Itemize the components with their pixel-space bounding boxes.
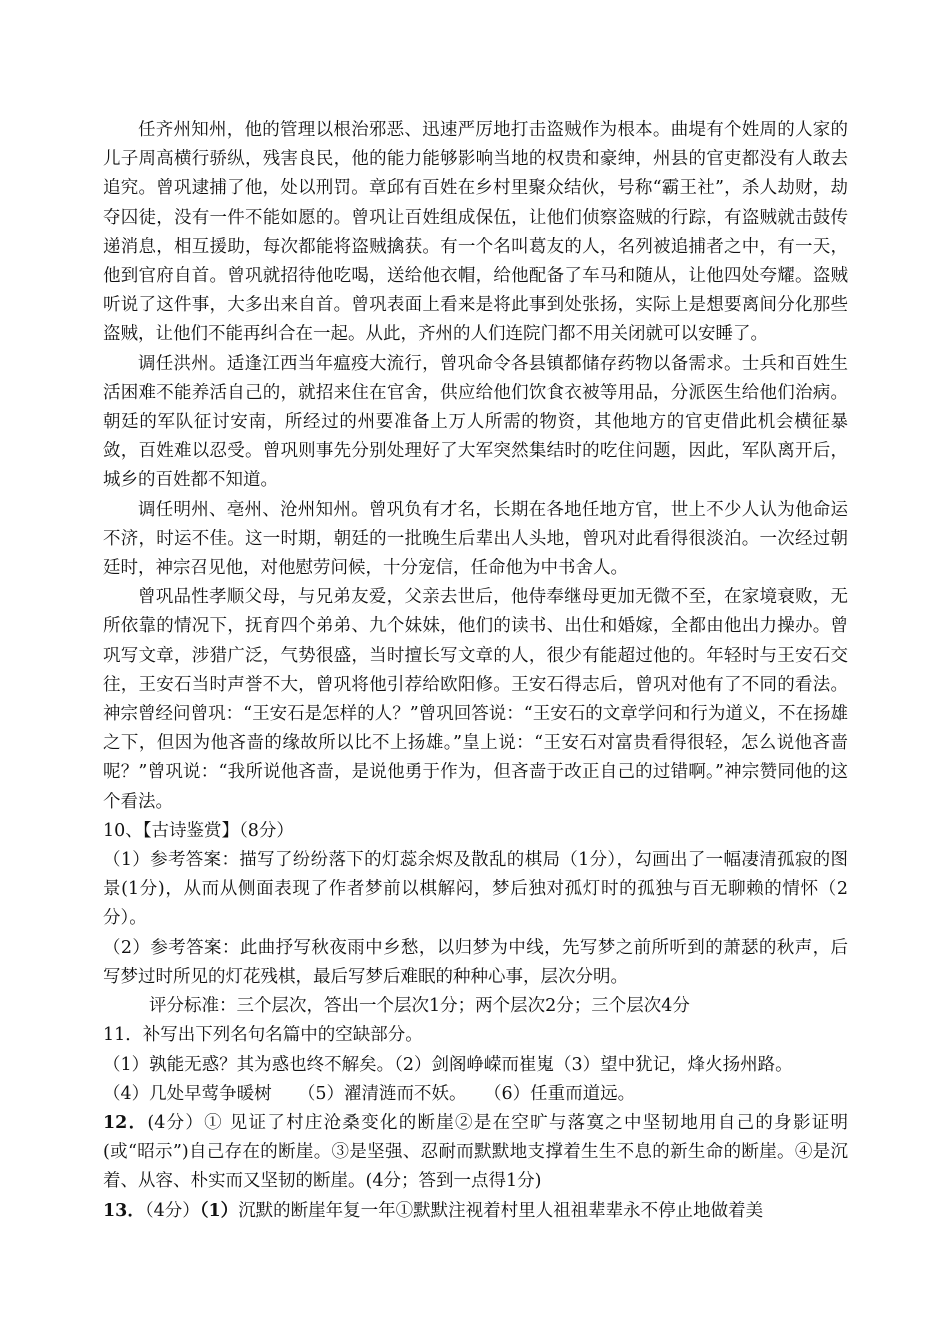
question-13-number: 13． bbox=[103, 1200, 145, 1221]
question-11-heading: 11．补写出下列名句名篇中的空缺部分。 bbox=[103, 1025, 423, 1046]
body-paragraph-2: 调任洪州。适逢江西当年瘟疫大流行，曾巩命令各县镇都储存药物以备需求。士兵和百姓生活困难不能养活自己的，就招来住在官舍，供应给他们饮食衣被等用品，分派医生给他们治病。朝廷的军队征讨安南，所经过的州要准备上万人所需的物资，其他地方的官吏借此机会横征暴敛，百姓难以忍受。曾巩则事先分别处理好了大军突然集结时的吃住问题，因此，军队离开后，城乡的百姓都不知道。 bbox=[103, 353, 848, 491]
question-11-answer-6: （6）任重而道远。 bbox=[492, 1083, 636, 1104]
question-13-answer bbox=[103, 1197, 848, 1226]
question-10-scoring-standard: 评分标准：三个层次，答出一个层次1分；两个层次2分；三个层次4分 bbox=[149, 996, 690, 1017]
body-paragraph-1: 任齐州知州，他的管理以根治邪恶、迅速严厉地打击盗贼作为根本。曲堤有个姓周的人家的儿子周高横行骄纵，残害良民，他的能力能够影响当地的权贵和豪绅，州县的官吏都没有人敢去追究。曾巩逮捕了他，处以刑罚。章邱有百姓在乡村里聚众结伙，号称“霸王社”，杀人劫财，劫夺囚徒，没有一件不能如愿的。曾巩让百姓组成保伍，让他们侦察盗贼的行踪，有盗贼就击鼓传递消息，相互援助，每次都能将盗贼擒获。有一个名叫葛友的人，名列被追捕者之中，有一天，他到官府自首。曾巩就招待他吃喝，送给他衣帽，给他配备了车马和随从，让他四处夸耀。盗贼听说了这件事，大多出来自首。曾巩表面上看来是将此事到处张扬，实际上是想要离间分化那些盗贼，让他们不能再纠合在一起。从此，齐州的人们连院门都不用关闭就可以安睡了。 bbox=[103, 120, 848, 345]
question-11-answer-5: （5）濯清涟而不妖。 bbox=[297, 1083, 467, 1104]
question-13-text: 沉默的断崖年复一年①默默注视着村里人祖祖辈辈永不停止地做着美 bbox=[238, 1200, 764, 1221]
question-11-answers-row-2 bbox=[103, 1080, 848, 1109]
question-11-answers-row-1: （1）孰能无惑？其为惑也终不解矣。（2）剑阁峥嵘而崔嵬（3）望中犹记，烽火扬州路。 bbox=[103, 1054, 793, 1075]
question-10-heading: 10、【古诗鉴赏】（8分） bbox=[103, 820, 294, 841]
question-13-part-1-label: （1） bbox=[199, 1200, 239, 1221]
body-paragraph-3: 调任明州、亳州、沧州知州。曾巩负有才名，长期在各地任地方官，世上不少人认为他命运不济，时运不佳。这一时期，朝廷的一批晚生后辈出人头地，曾巩对此看得很淡泊。一次经过朝廷时，神宗召见他，对他慰劳问候，十分宠信，任命他为中书舍人。 bbox=[103, 499, 848, 579]
document-page bbox=[103, 116, 848, 1226]
question-10-answer-2: （2）参考答案：此曲抒写秋夜雨中乡愁，以归梦为中线，先写梦之前所听到的萧瑟的秋声，后写梦过时所见的灯花残棋，最后写梦后难眠的种种心事，层次分明。 bbox=[103, 937, 848, 987]
body-paragraph-4: 曾巩品性孝顺父母，与兄弟友爱，父亲去世后，他侍奉继母更加无微不至，在家境衰败，无所依靠的情况下，抚育四个弟弟、九个妹妹，他们的读书、出仕和婚嫁，全都由他出力操办。曾巩写文章，涉猎广泛，气势很盛，当时擅长写文章的人，很少有能超过他的。年轻时与王安石交往，王安石当时声誉不大，曾巩将他引荐给欧阳修。王安石得志后，曾巩对他有了不同的看法。神宗曾经问曾巩：“王安石是怎样的人？”曾巩回答说：“王安石的文章学问和行为道义，不在扬雄之下，但因为他吝啬的缘故所以比不上扬雄。”皇上说：“王安石对富贵看得很轻，怎么说他吝啬呢？”曾巩说：“我所说他吝啬，是说他勇于作为，但吝啬于改正自己的过错啊。”神宗赞同他的这个看法。 bbox=[103, 587, 848, 812]
question-12-text: (4分）① 见证了村庄沧桑变化的断崖②是在空旷与落寞之中坚韧地用自己的身影证明(或“昭示”)自己存在的断崖。③是坚强、忍耐而默默地支撑着生生不息的新生命的断崖。④是沉着、从容、朴实而又坚韧的断崖。(4分；答到一点得1分) bbox=[103, 1112, 848, 1192]
question-11-answer-4: （4）几处早莺争暖树 bbox=[103, 1083, 272, 1104]
question-12-number: 12． bbox=[103, 1112, 148, 1133]
question-13-score: （4分） bbox=[144, 1200, 200, 1221]
question-10-answer-1: （1）参考答案：描写了纷纷落下的灯蕊余烬及散乱的棋局（1分），勾画出了一幅凄清孤寂的图景(1分)，从而从侧面表现了作者梦前以棋解闷，梦后独对孤灯时的孤独与百无聊赖的情怀（2分）。 bbox=[103, 850, 848, 929]
question-12-answer bbox=[103, 1109, 848, 1197]
